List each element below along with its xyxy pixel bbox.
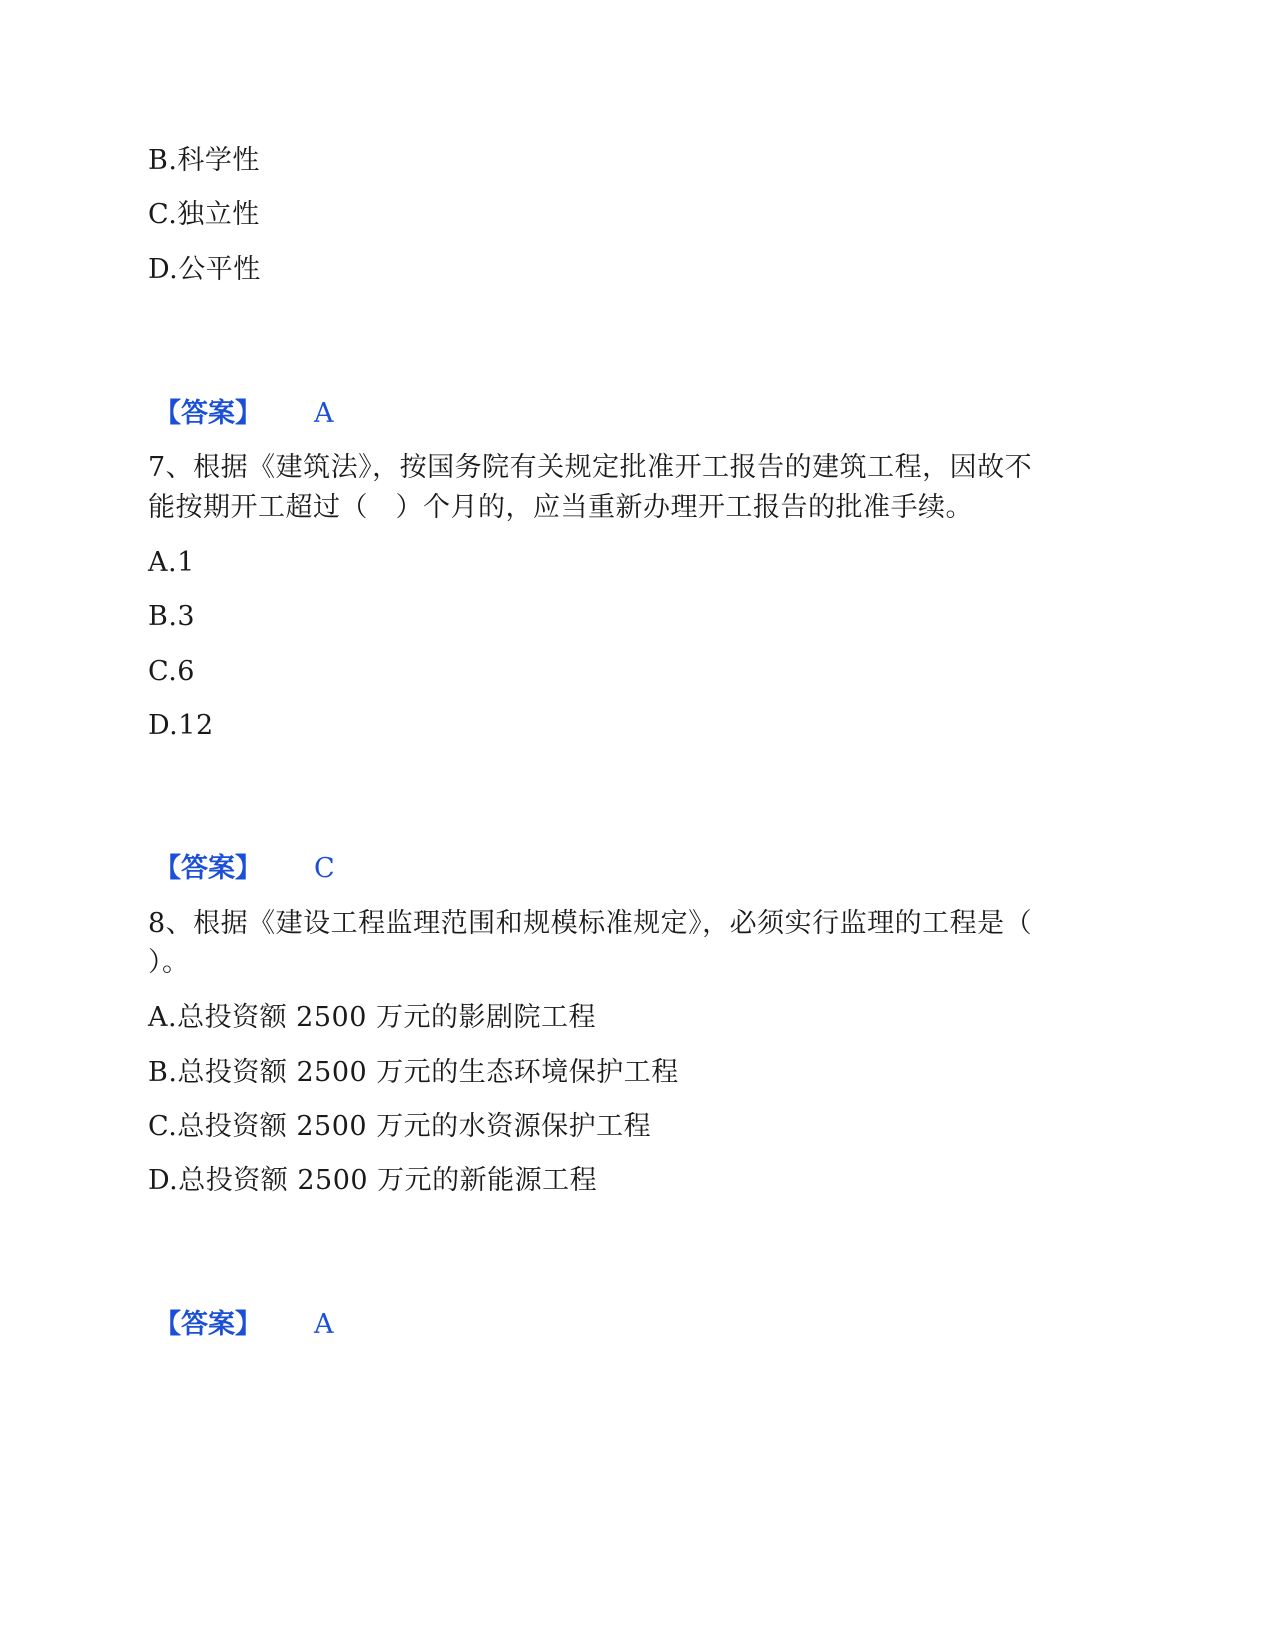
q7-stem-line1: 7、根据《建筑法》，按国务院有关规定批准开工报告的建筑工程，因故不: [148, 452, 1033, 483]
q7-option-a: A.1: [148, 547, 195, 578]
answer-tag: 【答案】: [154, 1309, 262, 1340]
answer-tag: 【答案】: [154, 398, 262, 429]
q8-answer: [154, 1307, 334, 1343]
q8-option-b: B.总投资额 2500 万元的生态环境保护工程: [148, 1057, 679, 1088]
q6-answer: [154, 396, 334, 432]
answer-value: A: [314, 1309, 334, 1340]
q7-answer: [154, 851, 335, 887]
q6-option-d: D.公平性: [148, 254, 261, 285]
q7-option-d: D.12: [148, 710, 214, 741]
answer-tag: 【答案】: [154, 853, 262, 884]
q8-option-a: A.总投资额 2500 万元的影剧院工程: [148, 1002, 596, 1033]
answer-value: C: [314, 853, 335, 884]
q8-stem-line1: 8、根据《建设工程监理范围和规模标准规定》，必须实行监理的工程是（: [148, 908, 1033, 939]
answer-value: A: [314, 398, 334, 429]
q8-stem-line2: ）。: [148, 947, 190, 978]
q6-option-c: C.独立性: [148, 199, 260, 230]
q6-option-b: B.科学性: [148, 145, 260, 176]
q7-option-c: C.6: [148, 656, 195, 687]
q7-option-b: B.3: [148, 601, 196, 632]
q8-option-c: C.总投资额 2500 万元的水资源保护工程: [148, 1111, 652, 1142]
q7-stem-line2: 能按期开工超过（ ）个月的，应当重新办理开工报告的批准手续。: [148, 492, 973, 523]
q8-option-d: D.总投资额 2500 万元的新能源工程: [148, 1165, 598, 1196]
